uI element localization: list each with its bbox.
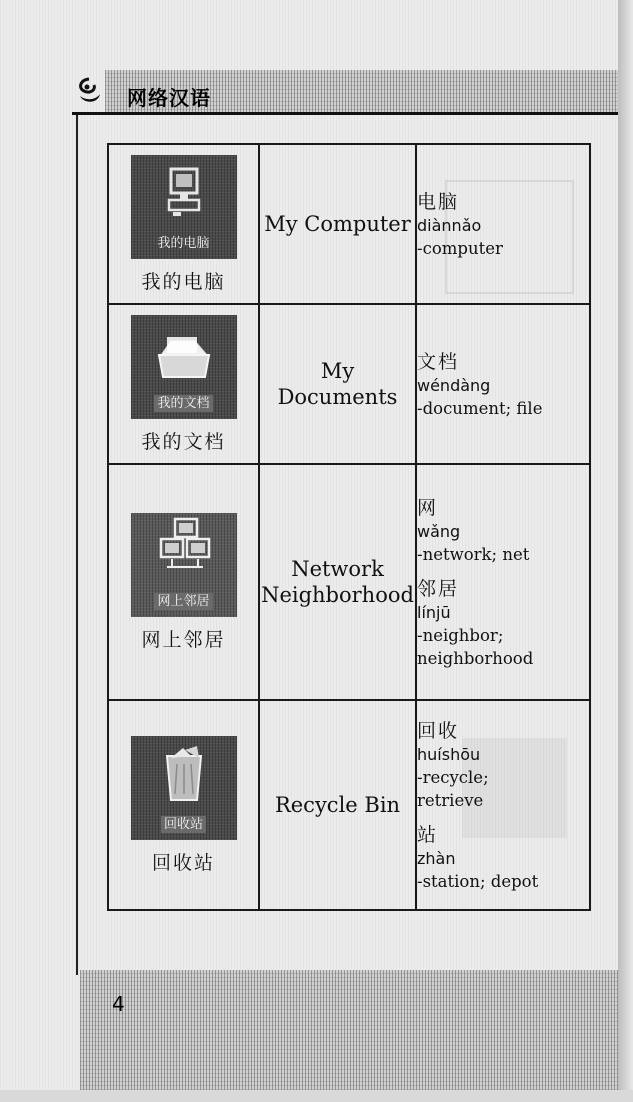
- icon-cell: [108, 144, 259, 304]
- margin-rule: [76, 115, 78, 975]
- meaning: neighborhood: [417, 648, 534, 668]
- icon-caption: 回收站: [151, 851, 215, 874]
- pinyin: wǎng: [417, 521, 461, 541]
- page-number: 4: [112, 992, 125, 1016]
- pinyin: zhàn: [417, 848, 456, 868]
- chinese-entries: [416, 144, 590, 304]
- icon-label: [131, 392, 237, 411]
- page-bottom-edge: [0, 1090, 633, 1102]
- vocab-entry: [417, 495, 589, 566]
- table-row: [108, 700, 590, 910]
- icon-caption: 我的文档: [141, 430, 226, 453]
- icon-cell: [108, 700, 259, 910]
- meaning: retrieve: [417, 790, 484, 810]
- icon-cell: [108, 304, 259, 464]
- icon-caption: 我的电脑: [141, 270, 226, 293]
- chinese-entries: [416, 304, 590, 464]
- icon-label: 我的电脑: [157, 235, 210, 251]
- meaning: -computer: [417, 238, 503, 258]
- meaning: -document; file: [417, 398, 543, 418]
- pinyin: wéndàng: [417, 375, 491, 395]
- vocab-entry: [417, 718, 589, 812]
- recycle-bin-icon: [131, 736, 237, 840]
- header-rule: [72, 112, 618, 115]
- english-term: My Documents: [259, 304, 416, 464]
- english-term: My Computer: [259, 144, 416, 304]
- footer-band: [80, 970, 618, 1090]
- english-term: Recycle Bin: [259, 700, 416, 910]
- pinyin: huíshōu: [417, 744, 481, 764]
- meaning: -station; depot: [417, 871, 539, 891]
- hanzi: 回收: [417, 719, 460, 742]
- pinyin: diànnǎo: [417, 215, 482, 235]
- icon-label: [131, 590, 237, 609]
- my-documents-icon: [131, 315, 237, 419]
- my-computer-icon: [131, 155, 237, 259]
- icon-label: [131, 813, 237, 832]
- icon-label-text: 回收站: [161, 816, 206, 833]
- chinese-entries: [416, 700, 590, 910]
- page-edge: [618, 0, 633, 1102]
- vocab-entry: [417, 822, 589, 893]
- icon-cell: [108, 464, 259, 700]
- english-term: Network Neighborhood: [259, 464, 416, 700]
- swirl-logo-icon: [74, 76, 104, 106]
- icon-label-text: 我的文档: [154, 395, 212, 412]
- icon-caption: 网上邻居: [141, 628, 226, 651]
- hanzi: 电脑: [417, 190, 460, 213]
- hanzi: 网: [417, 496, 439, 519]
- table-row: [108, 464, 590, 700]
- vocab-entry: [417, 189, 589, 260]
- hanzi: 邻居: [417, 577, 460, 600]
- meaning: -neighbor;: [417, 625, 504, 645]
- hanzi: 文档: [417, 350, 460, 373]
- icon-label-text: 网上邻居: [154, 593, 212, 610]
- table-row: [108, 144, 590, 304]
- meaning: -recycle;: [417, 767, 489, 787]
- meaning: -network; net: [417, 544, 530, 564]
- book-title: 网络汉语: [127, 86, 211, 110]
- network-neighborhood-icon: [131, 513, 237, 617]
- vocab-entry: [417, 349, 589, 420]
- pinyin: línjū: [417, 602, 451, 622]
- chinese-entries: [416, 464, 590, 700]
- vocab-entry: [417, 576, 589, 670]
- table-row: [108, 304, 590, 464]
- hanzi: 站: [417, 823, 439, 846]
- vocabulary-table: [107, 143, 591, 911]
